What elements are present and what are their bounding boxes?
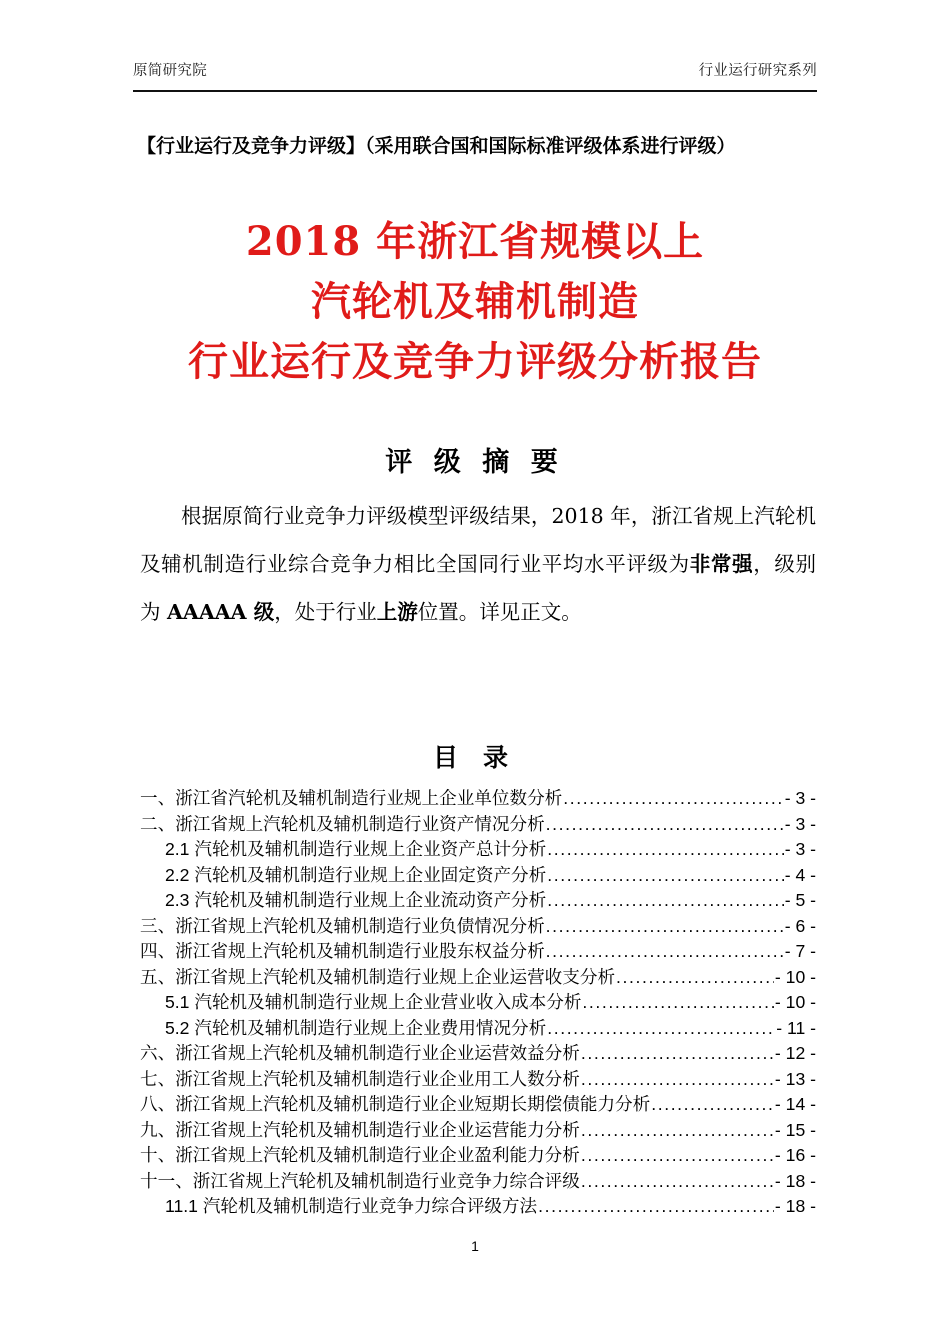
- toc-entry[interactable]: [140, 914, 816, 940]
- toc-entry-label: 11.1 汽轮机及辅机制造行业竞争力综合评级方法: [165, 1196, 538, 1216]
- report-title-line-3: 行业运行及竞争力评级分析报告: [188, 338, 762, 385]
- toc-dot-leader: [563, 786, 783, 812]
- toc-dot-leader: [581, 1169, 774, 1195]
- summary-bold-rating: 非常强: [689, 552, 754, 576]
- toc-dot-leader: [547, 888, 783, 914]
- toc-entry-page: - 6 -: [784, 915, 816, 936]
- summary-text-3: ，处于行业: [274, 600, 377, 624]
- toc-entry-label: 5.1 汽轮机及辅机制造行业规上企业营业收入成本分析: [165, 992, 582, 1012]
- toc-dot-leader: [547, 1016, 775, 1042]
- report-category-line: 【行业运行及竞争力评级】（采用联合国和国际标准评级体系进行评级）: [137, 135, 736, 157]
- toc-entry-label: 九、浙江省规上汽轮机及辅机制造行业企业运营能力分析: [140, 1119, 580, 1140]
- toc-entry-page: - 18 -: [774, 1196, 816, 1216]
- summary-bold-position: 上游: [376, 600, 418, 624]
- toc-entry-page: - 3 -: [784, 813, 816, 834]
- footer-page-number: 1: [471, 1238, 479, 1254]
- toc-entry-label: 2.1 汽轮机及辅机制造行业规上企业资产总计分析: [165, 839, 547, 859]
- summary-text-4: 位置。详见正文。: [417, 600, 582, 624]
- toc-entry[interactable]: [140, 939, 816, 965]
- running-header: [133, 62, 817, 80]
- toc-dot-leader: [581, 1067, 774, 1093]
- toc-entry-page: - 3 -: [784, 788, 816, 808]
- toc-entry-page: - 11 -: [776, 1017, 816, 1038]
- toc-entry-label: 2.2 汽轮机及辅机制造行业规上企业固定资产分析: [165, 864, 547, 885]
- toc-entry-page: - 12 -: [774, 1043, 816, 1063]
- toc-entry[interactable]: [140, 1143, 816, 1169]
- toc-entry[interactable]: [140, 786, 816, 812]
- toc-entry[interactable]: [140, 965, 816, 991]
- report-title-line-1: 2018 年浙江省规模以上: [245, 218, 705, 265]
- toc-entry[interactable]: [140, 1118, 816, 1144]
- toc-entry[interactable]: [140, 888, 816, 914]
- toc-dot-leader: [581, 1143, 774, 1169]
- toc-entry[interactable]: [140, 1092, 816, 1118]
- toc-dot-leader: [547, 863, 783, 889]
- report-title: [75, 212, 875, 392]
- toc-entry-label: 十、浙江省规上汽轮机及辅机制造行业企业盈利能力分析: [140, 1145, 580, 1165]
- toc-entry-page: - 10 -: [774, 966, 816, 987]
- toc-dot-leader: [546, 914, 784, 940]
- toc-entry-page: - 5 -: [784, 890, 816, 910]
- toc-dot-leader: [538, 1194, 774, 1220]
- toc-dot-leader: [582, 990, 774, 1016]
- toc-entry-label: 一、浙江省汽轮机及辅机制造行业规上企业单位数分析: [140, 788, 563, 808]
- header-right-text: 行业运行研究系列: [698, 63, 817, 79]
- toc-entry[interactable]: [140, 1016, 816, 1042]
- toc-heading: 目 录: [433, 744, 517, 772]
- toc-dot-leader: [581, 1118, 774, 1144]
- toc-entry-label: 十一、浙江省规上汽轮机及辅机制造行业竞争力综合评级: [140, 1170, 580, 1191]
- summary-text-2: ，级别为: [140, 552, 817, 624]
- summary-text-1: 根据原简行业竞争力评级模型评级结果，2018 年，浙江省规上汽轮机及辅机制造行业综合竞争力相比全国同行业平均水平评级为: [140, 504, 816, 576]
- toc-entry-label: 三、浙江省规上汽轮机及辅机制造行业负债情况分析: [140, 915, 545, 936]
- toc-entry-page: - 18 -: [774, 1170, 816, 1191]
- toc-entry-label: 二、浙江省规上汽轮机及辅机制造行业资产情况分析: [140, 813, 545, 834]
- toc-entry-page: - 7 -: [784, 941, 816, 961]
- toc-entry[interactable]: [140, 1067, 816, 1093]
- table-of-contents: [140, 786, 816, 1220]
- toc-entry-label: 七、浙江省规上汽轮机及辅机制造行业企业用工人数分析: [140, 1068, 580, 1089]
- toc-entry[interactable]: [140, 990, 816, 1016]
- toc-entry-label: 八、浙江省规上汽轮机及辅机制造行业企业短期长期偿债能力分析: [140, 1094, 651, 1114]
- toc-entry-page: - 15 -: [774, 1119, 816, 1140]
- toc-entry[interactable]: [140, 812, 816, 838]
- toc-entry-page: - 14 -: [774, 1094, 816, 1114]
- toc-dot-leader: [651, 1092, 774, 1118]
- toc-entry[interactable]: [140, 863, 816, 889]
- toc-entry-label: 四、浙江省规上汽轮机及辅机制造行业股东权益分析: [140, 941, 545, 961]
- toc-entry-page: - 13 -: [774, 1068, 816, 1089]
- toc-entry-page: - 3 -: [784, 839, 816, 859]
- report-title-line-2: 汽轮机及辅机制造: [311, 278, 639, 325]
- header-left-text: 原简研究院: [133, 63, 207, 79]
- toc-entry-page: - 4 -: [784, 864, 816, 885]
- toc-entry-label: 2.3 汽轮机及辅机制造行业规上企业流动资产分析: [165, 890, 547, 910]
- toc-entry-label: 六、浙江省规上汽轮机及辅机制造行业企业运营效益分析: [140, 1043, 580, 1063]
- toc-entry[interactable]: [140, 1169, 816, 1195]
- header-divider: [133, 90, 817, 92]
- toc-dot-leader: [546, 939, 784, 965]
- toc-entry-label: 5.2 汽轮机及辅机制造行业规上企业费用情况分析: [165, 1017, 547, 1038]
- toc-entry[interactable]: [140, 1194, 816, 1220]
- toc-entry[interactable]: [140, 1041, 816, 1067]
- summary-heading: 评 级 摘 要: [385, 447, 565, 477]
- toc-entry[interactable]: [140, 837, 816, 863]
- toc-dot-leader: [546, 812, 784, 838]
- toc-entry-page: - 16 -: [774, 1145, 816, 1165]
- summary-paragraph: [140, 492, 816, 636]
- toc-dot-leader: [547, 837, 783, 863]
- toc-dot-leader: [581, 1041, 774, 1067]
- toc-entry-page: - 10 -: [774, 992, 816, 1012]
- toc-entry-label: 五、浙江省规上汽轮机及辅机制造行业规上企业运营收支分析: [140, 966, 616, 987]
- summary-bold-grade: AAAAA 级: [167, 600, 275, 624]
- toc-dot-leader: [616, 965, 774, 991]
